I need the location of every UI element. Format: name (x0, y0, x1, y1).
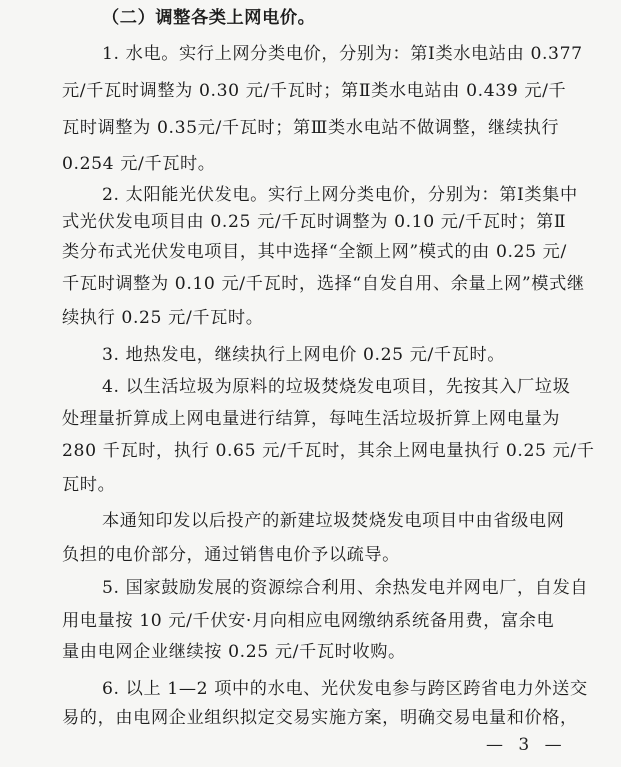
paragraph-2-line-4: 千瓦时调整为 0.10 元/千瓦时，选择“自发自用、余量上网”模式继 (62, 274, 585, 294)
section-heading: （二）调整各类上网电价。 (102, 8, 316, 28)
paragraph-6-line-1: 5. 国家鼓励发展的资源综合利用、余热发电并网电厂，自发自 (102, 578, 589, 598)
paragraph-2-line-5: 续执行 0.25 元/千瓦时。 (62, 308, 264, 328)
paragraph-2-line-3: 类分布式光伏发电项目，其中选择“全额上网”模式的由 0.25 元/ (62, 242, 567, 262)
paragraph-1-line-3: 瓦时调整为 0.35元/千瓦时；第Ⅲ类水电站不做调整，继续执行 (62, 118, 560, 138)
paragraph-6-line-2: 用电量按 10 元/千伏安·月向相应电网缴纳系统备用费，富余电 (62, 611, 555, 631)
paragraph-3-line-1: 3. 地热发电，继续执行上网电价 0.25 元/千瓦时。 (102, 345, 506, 365)
paragraph-1-line-2: 元/千瓦时调整为 0.30 元/千瓦时；第Ⅱ类水电站由 0.439 元/千 (62, 81, 567, 101)
paragraph-7-line-1: 6. 以上 1—2 项中的水电、光伏发电参与跨区跨省电力外送交 (102, 679, 588, 699)
paragraph-2-line-2: 式光伏发电项目由 0.25 元/千瓦时调整为 0.10 元/千瓦时；第Ⅱ (62, 212, 567, 232)
paragraph-5-line-2: 负担的电价部分，通过销售电价予以疏导。 (62, 545, 400, 565)
paragraph-2-line-1: 2. 太阳能光伏发电。实行上网分类电价，分别为：第Ⅰ类集中 (102, 185, 578, 205)
paragraph-4-line-4: 瓦时。 (62, 475, 116, 495)
paragraph-6-line-3: 量由电网企业继续按 0.25 元/千瓦时收购。 (62, 642, 406, 662)
paragraph-4-line-1: 4. 以生活垃圾为原料的垃圾焚烧发电项目，先按其入厂垃圾 (102, 377, 571, 397)
paragraph-1-line-4: 0.254 元/千瓦时。 (62, 154, 216, 174)
page-number: — 3 — (486, 735, 567, 755)
paragraph-5-line-1: 本通知印发以后投产的新建垃圾焚烧发电项目中由省级电网 (102, 511, 565, 531)
paragraph-4-line-2: 处理量折算成上网电量进行结算，每吨生活垃圾折算上网电量为 (62, 409, 561, 429)
paragraph-7-line-2: 易的，由电网企业组织拟定交易实施方案，明确交易电量和价格， (62, 708, 578, 728)
paragraph-4-line-3: 280 千瓦时，执行 0.65 元/千瓦时，其余上网电量执行 0.25 元/千 (62, 441, 595, 461)
paragraph-1-line-1: 1. 水电。实行上网分类电价，分别为：第Ⅰ类水电站由 0.377 (102, 44, 583, 64)
